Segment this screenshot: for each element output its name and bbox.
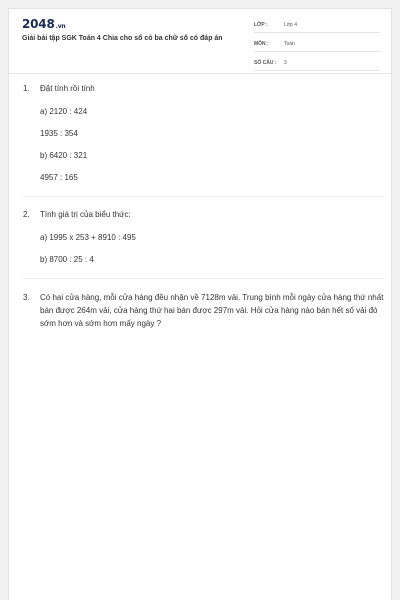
question-heading xyxy=(23,83,385,95)
meta-value: Lớp 4 xyxy=(284,22,298,28)
question-number: 3. xyxy=(23,293,30,302)
question-divider xyxy=(23,196,385,197)
exercise-line: b) 8700 : 25 : 4 xyxy=(40,255,94,264)
exercise-line: b) 6420 : 321 xyxy=(40,151,88,160)
question-text: Đặt tính rồi tính xyxy=(40,84,95,93)
question-2 xyxy=(23,209,385,265)
meta-value: Toán xyxy=(284,41,295,47)
exercise-line: a) 2120 : 424 xyxy=(40,107,88,116)
worksheet-header xyxy=(9,9,391,74)
meta-value: 3 xyxy=(284,60,287,66)
questions-list xyxy=(23,83,385,330)
question-number: 1. xyxy=(23,84,30,93)
document-title: Giải bài tập SGK Toán 4 Chia cho số có ba chữ số có đáp án xyxy=(22,35,223,42)
meta-row-class xyxy=(254,18,380,33)
meta-row-question-count xyxy=(254,56,380,71)
question-text: Tính giá trị của biểu thức: xyxy=(40,210,131,219)
meta-label: SỐ CÂU : xyxy=(254,60,277,66)
question-heading xyxy=(23,291,385,330)
question-heading xyxy=(23,209,385,221)
site-logo[interactable] xyxy=(22,17,65,31)
question-divider xyxy=(23,278,385,279)
meta-label: MÔN : xyxy=(254,41,269,47)
question-1 xyxy=(23,83,385,183)
exercise-line: 4957 : 165 xyxy=(40,173,78,182)
question-number: 2. xyxy=(23,210,30,219)
meta-row-subject xyxy=(254,37,380,52)
logo-suffix: .vn xyxy=(55,23,66,30)
question-3 xyxy=(23,291,385,330)
exercise-line: 1935 : 354 xyxy=(40,129,78,138)
exercise-line: a) 1995 x 253 + 8910 : 495 xyxy=(40,233,136,242)
logo-text: 2048 xyxy=(22,17,55,31)
worksheet-page xyxy=(8,8,392,600)
question-text: Có hai cửa hàng, mỗi cửa hàng đều nhận về 7128m vải. Trung bình mỗi ngày cửa hàng thứ nhất bán được 264m vải, cửa hàng thứ hai bán được 297m vải. Hỏi cửa hàng nào bán hết số vải đó sớm hơn và sớm hơn mấy ngày ? xyxy=(40,293,384,328)
meta-label: LỚP : xyxy=(254,22,268,28)
meta-info xyxy=(254,18,380,75)
